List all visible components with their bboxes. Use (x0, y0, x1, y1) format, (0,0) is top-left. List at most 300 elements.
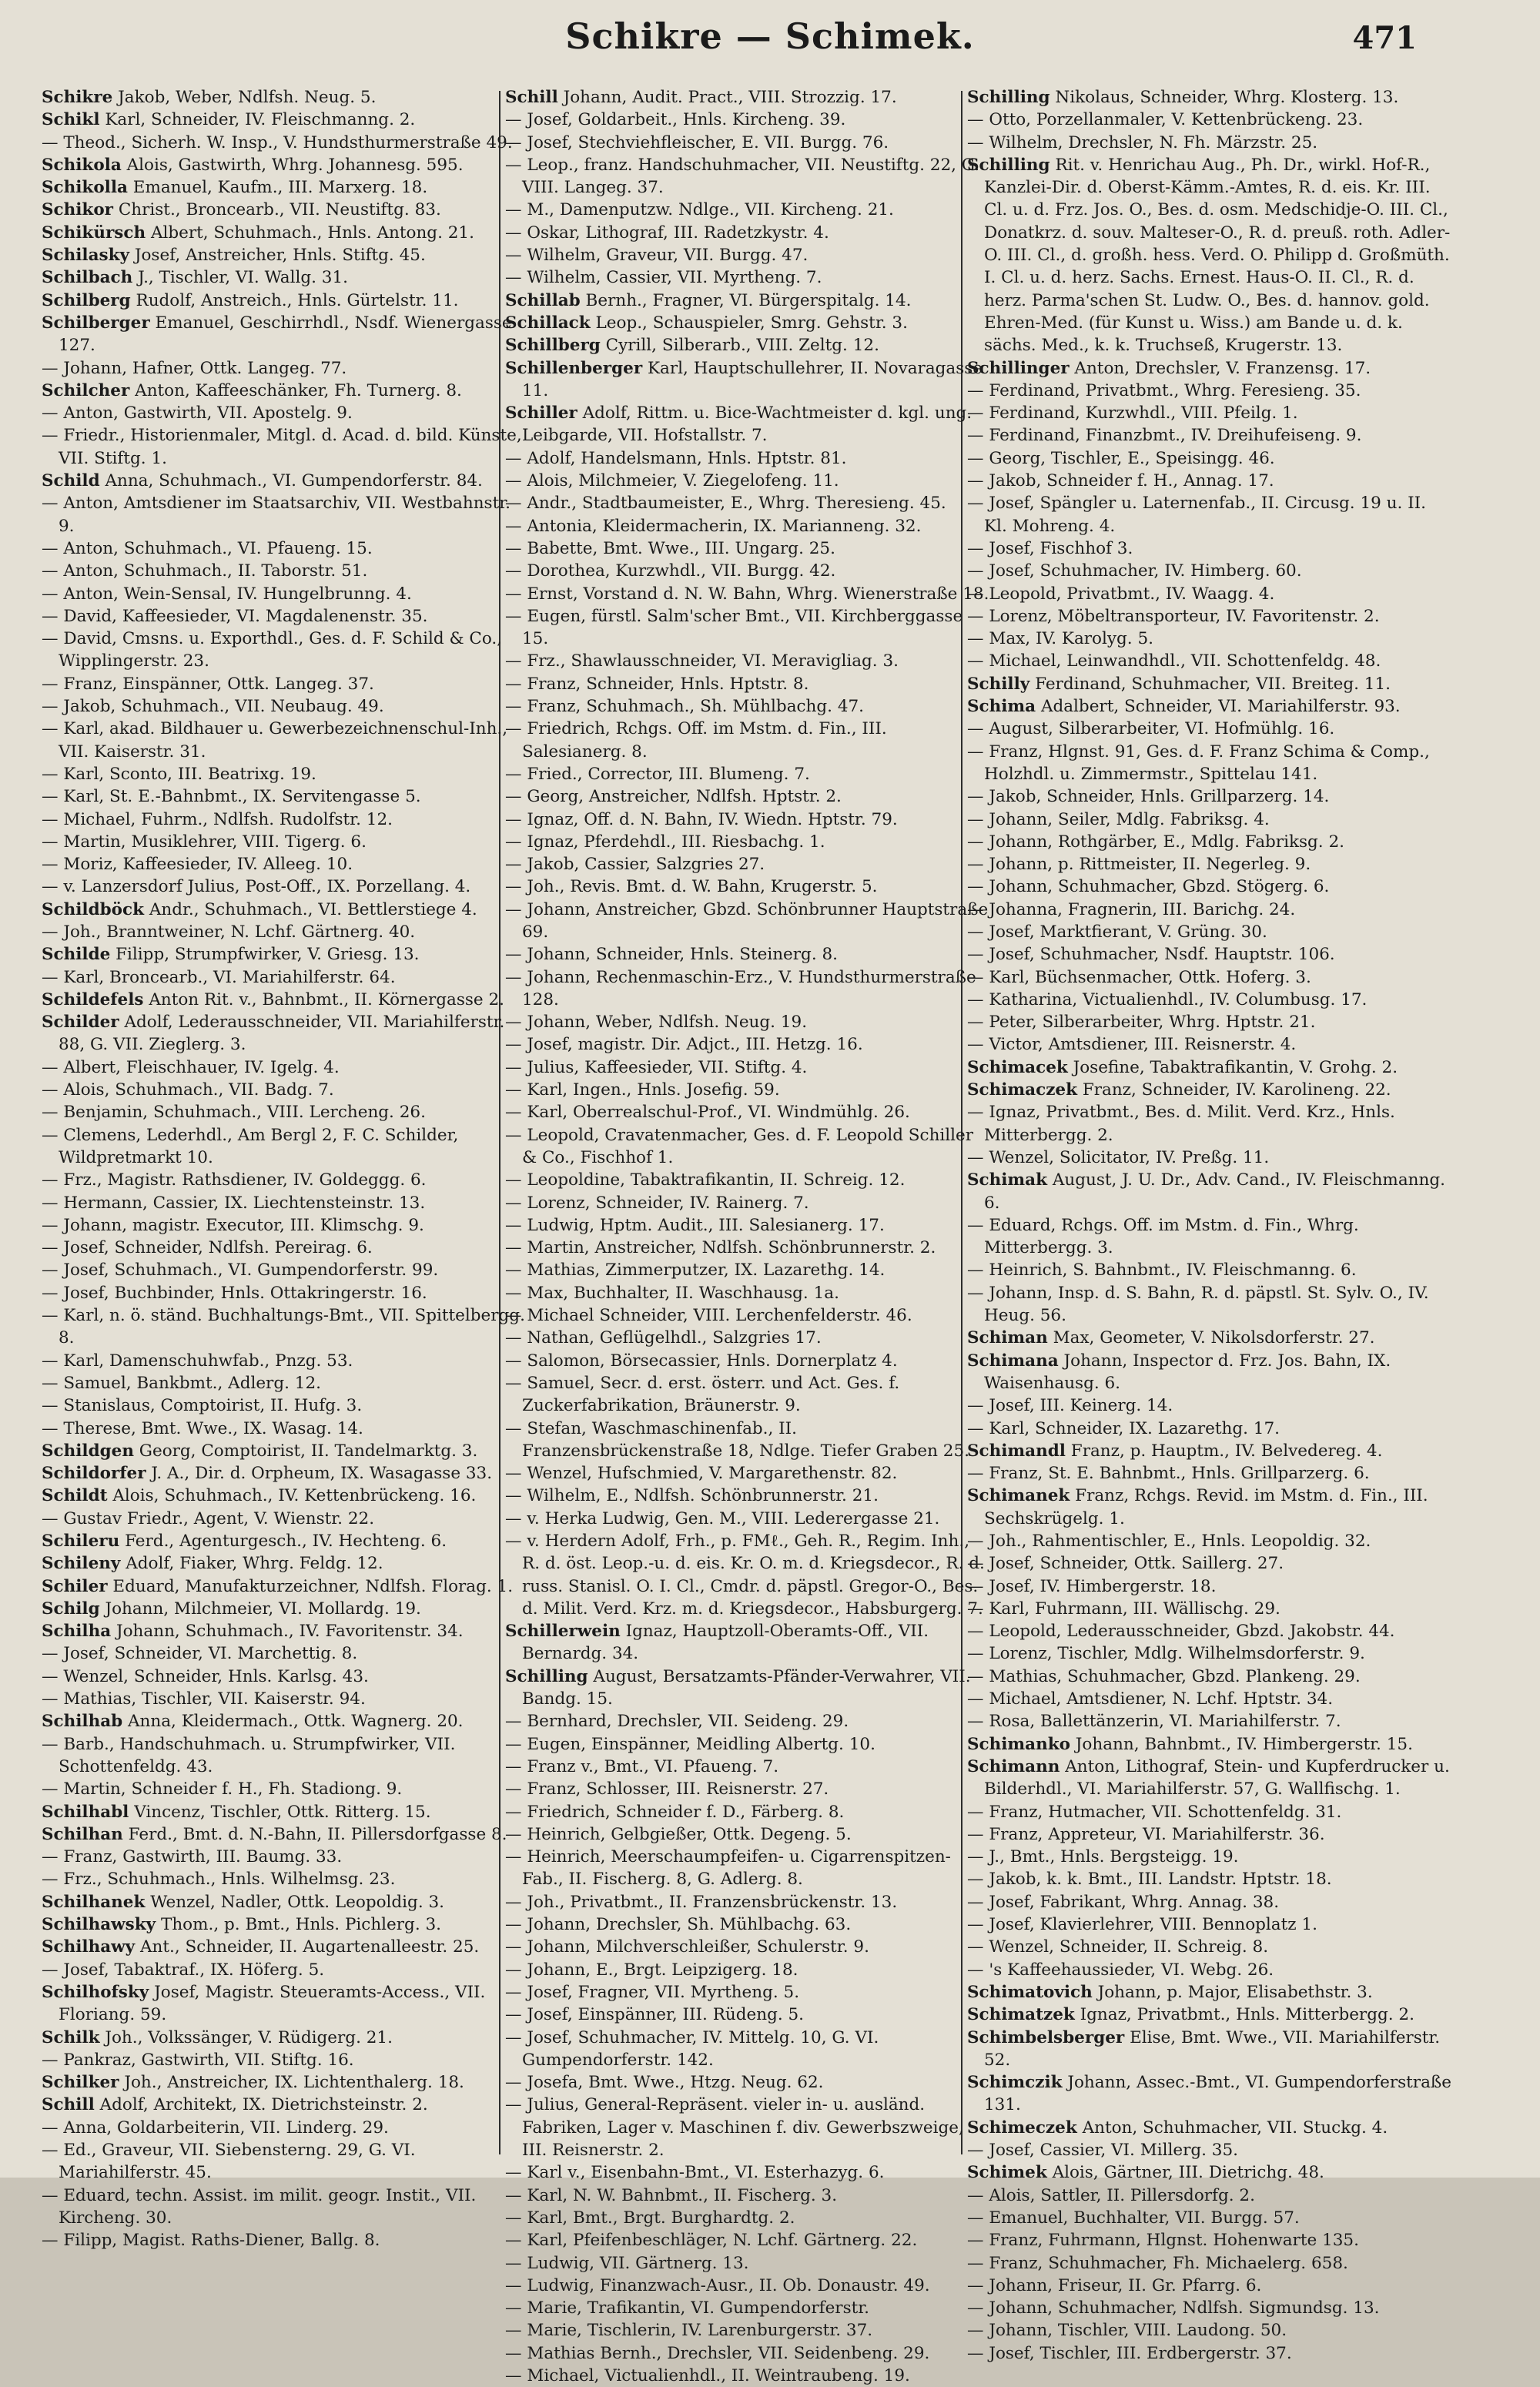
directory-entry (505, 1033, 992, 1056)
entry-surname: Schikürsch (42, 223, 146, 243)
directory-entry (42, 1304, 528, 1350)
directory-entry (967, 1214, 1454, 1260)
directory-entry (967, 1530, 1454, 1552)
entry-text: — Joh., Rahmentischler, E., Hnls. Leopoldig. 32. (967, 1532, 1371, 1551)
entry-text: — Leopold, Privatbmt., IV. Waagg. 4. (967, 584, 1275, 604)
entry-text: Anton, Lithograf, Stein- und Kupferdrucker u. Bilderhdl., VI. Mariahilferstr. 57, G. Wallfischg. 1. (984, 1756, 1450, 1799)
entry-surname: Schimak (967, 1170, 1047, 1190)
entry-text: — Franz, Fuhrmann, Hlgnst. Hohenwarte 135. (967, 2231, 1359, 2251)
entry-text: — Eduard, techn. Assist. im milit. geogr. Instit., VII. Kircheng. 30. (42, 2185, 477, 2228)
entry-text: — Katharina, Victualienhdl., IV. Columbusg. 17. (967, 989, 1368, 1009)
entry-surname: Schilbach (42, 268, 133, 288)
directory-entry (967, 86, 1454, 109)
entry-text: Eduard, Manufakturzeichner, Ndlfsh. Florag. 1. (107, 1576, 514, 1596)
entry-surname: Schimanek (967, 1486, 1070, 1506)
entry-text: — Josef, Buchbinder, Hnls. Ottakringerstr. 16. (42, 1283, 427, 1303)
entry-text: Albert, Schuhmach., Hnls. Antong. 21. (146, 223, 474, 243)
directory-entry (505, 402, 992, 447)
directory-entry (505, 334, 992, 357)
directory-entry (42, 695, 528, 718)
directory-entry (967, 741, 1454, 786)
entry-text: — Franz, St. E. Bahnbmt., Hnls. Grillparzerg. 6. (967, 1464, 1370, 1484)
directory-entry (505, 583, 992, 605)
directory-entry (505, 853, 992, 875)
entry-text: — Johann, Schuhmacher, Gbzd. Stögerg. 6. (967, 877, 1330, 897)
entry-surname: Schimczik (967, 2073, 1063, 2093)
entry-text: — Benjamin, Schuhmach., VIII. Lercheng. 26. (42, 1103, 426, 1123)
directory-entry (42, 1350, 528, 1372)
directory-entry (505, 1981, 992, 2004)
directory-entry (505, 673, 992, 695)
entry-text: — Eduard, Rchgs. Off. im Mstm. d. Fin., Whrg. Mitterbergg. 3. (967, 1215, 1359, 1258)
directory-entry (505, 560, 992, 582)
entry-text: — Heinrich, Meerschaumpfeifen- u. Cigarrenspitzen-Fab., II. Fischerg. 8, G. Adlerg. 8. (505, 1847, 951, 1890)
directory-entry (42, 1079, 528, 1101)
directory-entry (505, 695, 992, 718)
directory-entry (42, 402, 528, 424)
entry-surname: Schima (967, 697, 1036, 717)
entry-text: — Julius, Kaffeesieder, VII. Stiftg. 4. (505, 1057, 808, 1077)
directory-entry (505, 899, 992, 944)
entry-text: — Johann, Hafner, Ottk. Langeg. 77. (42, 358, 347, 378)
entry-text: — Johann, Weber, Ndlfsh. Neug. 19. (505, 1013, 808, 1033)
directory-entry (505, 244, 992, 266)
entry-text: Bernh., Fragner, VI. Bürgerspitalg. 14. (580, 290, 912, 310)
entry-text: — Eugen, fürstl. Salm'scher Bmt., VII. Kirchberggasse 15. (505, 606, 963, 649)
entry-text: — Georg, Anstreicher, Ndlfsh. Hptstr. 2. (505, 787, 842, 807)
entry-surname: Schikolla (42, 178, 128, 198)
directory-entry (967, 1259, 1454, 1281)
entry-text: Johann, Schuhmach., IV. Favoritenstr. 34. (111, 1622, 464, 1642)
entry-surname: Schilha (42, 1622, 112, 1642)
directory-entry (967, 2229, 1454, 2251)
entry-surname: Schimaczek (967, 1080, 1077, 1100)
entry-text: — Babette, Bmt. Wwe., III. Ungarg. 25. (505, 538, 835, 558)
directory-entry (505, 266, 992, 289)
directory-entry (967, 1394, 1454, 1417)
entry-text: — Karl, Schneider, IX. Lazarethg. 17. (967, 1418, 1280, 1438)
entry-surname: Schilhabl (42, 1802, 129, 1822)
directory-entry (42, 312, 528, 357)
directory-entry (505, 222, 992, 244)
entry-surname: Schimatovich (967, 1982, 1093, 2002)
directory-entry (42, 1891, 528, 1913)
entry-text: — Julius, General-Repräsent. vieler in- u. ausländ. Fabriken, Lager v. Maschinen f. div. Gewerbszweige, III. Reisnerstr. 2. (505, 2095, 964, 2161)
entry-text: — Antonia, Kleidermacherin, IX. Marianneng. 32. (505, 516, 922, 536)
entry-text: — v. Herka Ludwig, Gen. M., VIII. Lederergasse 21. (505, 1508, 940, 1528)
entry-text: — Ignaz, Privatbmt., Bes. d. Milit. Verd. Krz., Hnls. Mitterbergg. 2. (967, 1103, 1395, 1145)
directory-entry (42, 1237, 528, 1259)
directory-entry (505, 831, 992, 853)
directory-entry (42, 154, 528, 176)
entry-text: — Bernhard, Drechsler, VII. Seideng. 29. (505, 1712, 849, 1732)
entry-surname: Schildböck (42, 899, 144, 919)
entry-text: — Otto, Porzellanmaler, V. Kettenbrückeng. 23. (967, 110, 1364, 130)
directory-entry (42, 1124, 528, 1170)
directory-entry (505, 1101, 992, 1123)
entry-text: — Stanislaus, Comptoirist, II. Hufg. 3. (42, 1396, 363, 1416)
entry-text: — Martin, Anstreicher, Ndlfsh. Schönbrunnerstr. 2. (505, 1238, 936, 1258)
directory-entry (42, 1056, 528, 1079)
directory-entry (505, 492, 992, 514)
directory-entry (42, 2049, 528, 2071)
directory-entry (42, 1666, 528, 1688)
entry-text: — Jakob, Schneider, Hnls. Grillparzerg. 14. (967, 787, 1330, 807)
entry-text: — Johann, Anstreicher, Gbzd. Schönbrunner Hauptstraße 69. (505, 899, 989, 942)
directory-entry (505, 1913, 992, 1936)
entry-text: Ignaz, Hauptzoll-Oberamts-Off., VII. Bernardg. 34. (522, 1622, 929, 1664)
entry-text: — Theod., Sicherh. W. Insp., V. Hundsthurmerstraße 49. (42, 132, 513, 152)
directory-entry (967, 380, 1454, 402)
directory-entry (967, 2071, 1454, 2117)
directory-entry (505, 154, 992, 199)
directory-entry (505, 1823, 992, 1846)
entry-text: — Johann, Schneider, Hnls. Steinerg. 8. (505, 945, 838, 965)
entry-text: — Josef, Fabrikant, Whrg. Annag. 38. (967, 1892, 1280, 1912)
entry-text: — Karl, Damenschuhwfab., Pnzg. 53. (42, 1351, 353, 1371)
entry-text: Emanuel, Geschirrhdl., Nsdf. Wienergasse 127. (59, 313, 512, 356)
directory-entry (505, 943, 992, 966)
entry-text: — David, Kaffeesieder, VI. Magdalenenstr. 35. (42, 606, 428, 626)
entry-text: — Josef, Stechviehfleischer, E. VII. Burgg. 76. (505, 132, 889, 152)
entry-text: — Karl, Fuhrmann, III. Wällischg. 29. (967, 1599, 1281, 1619)
entry-text: — Johanna, Fragnerin, III. Barichg. 24. (967, 899, 1296, 919)
entry-text: — Max, Buchhalter, II. Waschhausg. 1a. (505, 1283, 839, 1303)
entry-text: — v. Lanzersdorf Julius, Post-Off., IX. Porzellang. 4. (42, 877, 471, 897)
entry-text: — Wilhelm, Drechsler, N. Fh. Märzstr. 25. (967, 132, 1318, 152)
entry-text: — Lorenz, Tischler, Mdlg. Wilhelmsdorferstr. 9. (967, 1644, 1365, 1664)
entry-text: — Lorenz, Möbeltransporteur, IV. Favoritenstr. 2. (967, 606, 1380, 626)
directory-entry (42, 1214, 528, 1237)
entry-text: — Wenzel, Hufschmied, V. Margarethenstr. 82. (505, 1464, 898, 1484)
directory-entry (42, 718, 528, 763)
directory-entry (505, 1056, 992, 1079)
directory-entry (42, 537, 528, 560)
entry-surname: Schilhab (42, 1712, 123, 1732)
directory-entry (505, 763, 992, 785)
entry-text: Joh., Volkssänger, V. Rüdigerg. 21. (99, 2027, 393, 2047)
directory-entry (42, 2094, 528, 2116)
entry-text: — Josef, Spängler u. Laternenfab., II. Circusg. 19 u. II. Kl. Mohreng. 4. (967, 494, 1426, 536)
directory-entry (42, 132, 528, 154)
entry-text: — Stefan, Waschmaschinenfab., II. Franzensbrückenstraße 18, Ndlge. Tiefer Graben 25. (505, 1418, 970, 1461)
entry-surname: Schimbelsberger (967, 2027, 1125, 2047)
entry-text: — Josef, Schneider, Ottk. Saillerg. 27. (967, 1554, 1284, 1574)
entry-text: — Josef, Schuhmacher, Nsdf. Hauptstr. 106. (967, 945, 1335, 965)
entry-text: — Jakob, Schneider f. H., Annag. 17. (967, 471, 1274, 491)
entry-surname: Schimana (967, 1351, 1059, 1371)
entry-text: — Eugen, Einspänner, Meidling Albertg. 10. (505, 1734, 875, 1754)
entry-text: — Joh., Branntweiner, N. Lchf. Gärtnerg. 40. (42, 922, 416, 942)
entry-text: — Friedrich, Rchgs. Off. im Mstm. d. Fin., III. Salesianerg. 8. (505, 719, 887, 762)
entry-text: — Frz., Magistr. Rathsdiener, IV. Goldeggg. 6. (42, 1170, 427, 1190)
directory-entry (505, 1485, 992, 1507)
entry-text: — Martin, Schneider f. H., Fh. Stadiong. 9. (42, 1779, 403, 1799)
entry-text: — Johann, Seiler, Mdlg. Fabriksg. 4. (967, 809, 1270, 829)
entry-text: — Ludwig, Hptm. Audit., III. Salesianerg. 17. (505, 1215, 885, 1235)
entry-text: — Friedrich, Schneider f. D., Färberg. 8. (505, 1802, 845, 1822)
entry-surname: Schilde (42, 945, 111, 965)
entry-text: — Josef, Tabaktraf., IX. Höferg. 5. (42, 1960, 325, 1980)
directory-entry (967, 583, 1454, 605)
directory-entry (505, 1936, 992, 1958)
directory-entry (505, 1304, 992, 1327)
directory-entry (505, 875, 992, 898)
entry-text: — Josef, Klavierlehrer, VIII. Bennoplatz 1. (967, 1915, 1317, 1935)
directory-entry (967, 402, 1454, 424)
directory-entry (42, 1598, 528, 1620)
directory-entry (967, 808, 1454, 831)
directory-entry (967, 2184, 1454, 2207)
entry-text: — Heinrich, Gelbgießer, Ottk. Degeng. 5. (505, 1824, 852, 1844)
entry-text: — Josef, Tischler, III. Erdbergerstr. 37. (967, 2343, 1292, 2363)
entry-text: — Johann, magistr. Executor, III. Klimschg. 9. (42, 1215, 424, 1235)
entry-text: — Karl, Bmt., Brgt. Burghardtg. 2. (505, 2208, 795, 2228)
entry-text: — Franz, Gastwirth, III. Baumg. 33. (42, 1847, 343, 1867)
directory-entry (42, 1846, 528, 1868)
directory-entry (505, 785, 992, 808)
entry-text: — M., Damenputzw. Ndlge., VII. Kircheng. 21. (505, 200, 894, 220)
entry-text: — Therese, Bmt. Wwe., IX. Wasag. 14. (42, 1418, 363, 1438)
entry-surname: Schiller (505, 403, 578, 424)
entry-text: — Alois, Schuhmach., VII. Badg. 7. (42, 1080, 334, 1100)
directory-entry (505, 1372, 992, 1418)
directory-entry (42, 1462, 528, 1485)
entry-text: — Johann, Schuhmacher, Ndlfsh. Sigmundsg. 13. (967, 2298, 1380, 2318)
entry-surname: Schilly (967, 674, 1030, 694)
directory-entry (505, 1350, 992, 1372)
directory-entry (505, 1327, 992, 1349)
entry-surname: Schileru (42, 1532, 120, 1551)
directory-entry (967, 1666, 1454, 1688)
entry-text: — Michael Schneider, VIII. Lerchenfelderstr. 46. (505, 1306, 912, 1326)
entry-text: — Jakob, Schuhmach., VII. Neubaug. 49. (42, 697, 384, 717)
directory-entry (505, 2207, 992, 2229)
directory-column-2 (505, 86, 992, 2385)
entry-text: — Franz, Einspänner, Ottk. Langeg. 37. (42, 674, 374, 694)
entry-text: — Johann, E., Brgt. Leipzigerg. 18. (505, 1960, 798, 1980)
directory-entry (42, 673, 528, 695)
directory-entry (505, 1959, 992, 1981)
entry-surname: Schiler (42, 1576, 108, 1596)
entry-text: — Karl, Oberrealschul-Prof., VI. Windmühlg. 26. (505, 1103, 910, 1123)
directory-entry (967, 1327, 1454, 1349)
directory-entry (505, 1710, 992, 1732)
entry-text: — Leopold, Lederausschneider, Gbzd. Jakobstr. 44. (967, 1622, 1395, 1642)
directory-entry (967, 154, 1454, 357)
entry-text: Anton, Drechsler, V. Franzensg. 17. (1069, 358, 1371, 378)
entry-text: Johann, Inspector d. Frz. Jos. Bahn, IX. Waisenhausg. 6. (984, 1351, 1391, 1393)
entry-text: — Josef, Fragner, VII. Myrtheng. 5. (505, 1982, 800, 2002)
entry-surname: Schillenberger (505, 358, 643, 378)
entry-text: — Albert, Fleischhauer, IV. Igelg. 4. (42, 1057, 340, 1077)
entry-text: — Johann, Insp. d. S. Bahn, R. d. päpstl. St. Sylv. O., IV. Heug. 56. (967, 1283, 1429, 1326)
entry-surname: Schimatzek (967, 2005, 1075, 2025)
directory-entry (505, 1508, 992, 1530)
entry-text: — Anton, Schuhmach., VI. Pfaueng. 15. (42, 538, 373, 558)
entry-surname: Schimann (967, 1756, 1060, 1776)
entry-text: Josef, Magistr. Steueramts-Access., VII. Floriang. 59. (59, 1982, 486, 2025)
directory-entry (42, 899, 528, 921)
directory-entry (967, 1756, 1454, 1801)
directory-entry (505, 1891, 992, 1913)
entry-text: Ferd., Bmt. d. N.-Bahn, II. Pillersdorfgasse 8. (122, 1824, 507, 1844)
entry-text: — Pankraz, Gastwirth, VII. Stiftg. 16. (42, 2050, 354, 2070)
entry-text: — Johann, Rechenmaschin-Erz., V. Hundsthurmerstraße 128. (505, 967, 976, 1009)
entry-text: — Nathan, Geflügelhdl., Salzgries 17. (505, 1328, 822, 1348)
directory-entry (505, 2252, 992, 2275)
entry-text: — Victor, Amtsdiener, III. Reisnerstr. 4. (967, 1035, 1297, 1055)
directory-entry (42, 966, 528, 989)
entry-text: Anna, Schuhmach., VI. Gumpendorferstr. 84. (99, 471, 483, 491)
entry-text: — Karl, Broncearb., VI. Mariahilferstr. 64. (42, 967, 396, 987)
directory-entry (505, 86, 992, 109)
entry-surname: Schileny (42, 1554, 121, 1574)
directory-entry (42, 380, 528, 402)
entry-text: — Oskar, Lithograf, III. Radetzkystr. 4. (505, 223, 829, 243)
entry-text: Anton, Kaffeeschänker, Fh. Turnerg. 8. (129, 380, 462, 400)
entry-text: — v. Herdern Adolf, Frh., p. FMℓ., Geh. R., Regim. Inh., R. d. öst. Leop.-u. d. eis. Kr. O. m. d. Kriegsdecor., R. d. russ. Stanisl. O. I. Cl., Cmdr. d. päpstl. Gregor-O., Bes. d. Milit. Verd. Krz. m. d. Kriegsdecor., Habsburgerg. 7. (505, 1532, 985, 1619)
entry-surname: Schilhofsky (42, 1982, 149, 2002)
entry-text: Josefine, Tabaktrafikantin, V. Grohg. 2. (1067, 1057, 1398, 1077)
entry-surname: Schikre (42, 88, 113, 107)
entry-text: — Lorenz, Schneider, IV. Rainerg. 7. (505, 1193, 809, 1213)
directory-entry (967, 2004, 1454, 2026)
entry-text: — Karl, St. E.-Bahnbmt., IX. Servitengasse 5. (42, 787, 421, 807)
directory-entry (42, 2229, 528, 2251)
directory-entry (42, 808, 528, 831)
directory-entry (42, 605, 528, 628)
directory-entry (42, 1282, 528, 1304)
directory-entry (42, 1981, 528, 2027)
entry-surname: Schiman (967, 1328, 1048, 1348)
entry-text: — Marie, Tischlerin, IV. Larenburgerstr. 37. (505, 2321, 873, 2341)
entry-surname: Schildt (42, 1486, 108, 1506)
entry-text: — Josef, Schneider, Ndlfsh. Pereirag. 6. (42, 1238, 373, 1258)
entry-text: — Jakob, Cassier, Salzgries 27. (505, 855, 765, 875)
directory-entry (967, 1350, 1454, 1395)
directory-entry (505, 1801, 992, 1823)
directory-entry (967, 628, 1454, 650)
directory-entry (967, 1418, 1454, 1440)
entry-surname: Schillinger (967, 358, 1070, 378)
directory-entry (42, 1936, 528, 1958)
directory-column-3 (967, 86, 1454, 2363)
directory-entry (967, 1823, 1454, 1846)
directory-entry (967, 695, 1454, 718)
entry-text: — Mathias, Schuhmacher, Gbzd. Plankeng. 29. (967, 1666, 1361, 1686)
entry-surname: Schilberg (42, 290, 131, 310)
directory-entry (505, 808, 992, 831)
entry-text: — Ferdinand, Privatbmt., Whrg. Feresieng. 35. (967, 380, 1361, 400)
directory-entry (967, 447, 1454, 470)
entry-text: — Johann, Tischler, VIII. Laudong. 50. (967, 2321, 1287, 2341)
entry-text: Anna, Kleidermach., Ottk. Wagnerg. 20. (122, 1712, 464, 1732)
directory-entry (505, 1282, 992, 1304)
directory-entry (967, 1147, 1454, 1169)
directory-entry (42, 1372, 528, 1394)
directory-entry (967, 2319, 1454, 2342)
directory-entry (42, 1778, 528, 1800)
entry-text: — Dorothea, Kurzwhdl., VII. Burgg. 42. (505, 561, 836, 581)
directory-entry (505, 1418, 992, 1463)
directory-entry (42, 1575, 528, 1598)
directory-entry (42, 763, 528, 785)
directory-entry (505, 966, 992, 1012)
directory-entry (967, 1710, 1454, 1732)
directory-entry (967, 492, 1454, 537)
entry-surname: Schilk (42, 2027, 100, 2047)
entry-text: — Mathias, Tischler, VII. Kaiserstr. 94. (42, 1689, 366, 1709)
directory-entry (42, 1642, 528, 1665)
directory-entry (967, 470, 1454, 492)
entry-text: — Josef, Schuhmach., VI. Gumpendorferstr. 99. (42, 1260, 439, 1281)
directory-entry (505, 199, 992, 221)
entry-text: Alois, Gastwirth, Whrg. Johannesg. 595. (121, 155, 464, 175)
entry-surname: Schimeczek (967, 2118, 1077, 2138)
directory-entry (42, 1418, 528, 1440)
entry-text: Franz, p. Hauptm., IV. Belvedereg. 4. (1065, 1441, 1383, 1461)
entry-surname: Schilker (42, 2073, 119, 2093)
entry-text: — Joh., Privatbmt., II. Franzensbrückenstr. 13. (505, 1892, 898, 1912)
entry-text: Filipp, Strumpfwirker, V. Griesg. 13. (110, 945, 420, 965)
entry-text: — Frz., Schuhmach., Hnls. Wilhelmsg. 23. (42, 1870, 396, 1890)
directory-entry (42, 470, 528, 492)
directory-entry (967, 2117, 1454, 2139)
directory-entry (967, 1981, 1454, 2004)
directory-entry (42, 1688, 528, 1710)
directory-entry (967, 1033, 1454, 1056)
directory-entry (967, 1598, 1454, 1620)
directory-entry (42, 222, 528, 244)
entry-surname: Schillberg (505, 336, 601, 356)
entry-text: — Adolf, Handelsmann, Hnls. Hptstr. 81. (505, 448, 847, 468)
directory-entry (505, 1530, 992, 1620)
entry-text: — Clemens, Lederhdl., Am Bergl 2, F. C. Schilder, Wildpretmarkt 10. (42, 1125, 459, 1167)
page-header-title: Schikre — Schimek. (565, 15, 975, 57)
directory-entry (42, 1868, 528, 1890)
entry-text: Adolf, Fiaker, Whrg. Feldg. 12. (120, 1554, 383, 1574)
entry-surname: Schillack (505, 313, 591, 333)
entry-text: — Ferdinand, Finanzbmt., IV. Dreihufeiseng. 9. (967, 426, 1362, 446)
directory-entry (42, 1169, 528, 1191)
entry-text: — Alois, Milchmeier, V. Ziegelofeng. 11. (505, 471, 839, 491)
entry-text: — Franz, Schuhmacher, Fh. Michaelerg. 658. (967, 2253, 1348, 2273)
entry-text: — Samuel, Bankbmt., Adlerg. 12. (42, 1373, 321, 1393)
directory-entry (505, 2229, 992, 2251)
directory-entry (967, 1079, 1454, 1101)
entry-text: — Leopoldine, Tabaktrafikantin, II. Schreig. 12. (505, 1170, 906, 1190)
entry-text: — Fried., Corrector, III. Blumeng. 7. (505, 764, 810, 784)
entry-text: — August, Silberarbeiter, VI. Hofmühlg. 16. (967, 719, 1335, 739)
directory-entry (967, 1462, 1454, 1485)
entry-text: Max, Geometer, V. Nikolsdorferstr. 27. (1047, 1328, 1375, 1348)
directory-entry (967, 1913, 1454, 1936)
entry-surname: Schilling (967, 155, 1050, 175)
entry-surname: Schildorfer (42, 1464, 146, 1484)
directory-entry (967, 357, 1454, 380)
directory-entry (505, 1214, 992, 1237)
directory-entry (42, 1192, 528, 1214)
directory-entry (42, 875, 528, 898)
directory-entry (967, 2027, 1454, 2072)
directory-entry (967, 989, 1454, 1011)
entry-text: — Anna, Goldarbeiterin, VII. Linderg. 29. (42, 2118, 389, 2138)
entry-text: — Anton, Gastwirth, VII. Apostelg. 9. (42, 403, 353, 424)
entry-text: Rit. v. Henrichau Aug., Ph. Dr., wirkl. Hof-R., Kanzlei-Dir. d. Oberst-Kämm.-Amtes, R. d. eis. Kr. III. Cl. u. d. Frz. Jos. O., Bes. d. osm. Medschidje-O. III. Cl., Donatkrz. d. souv. Malteser-O., R. d. preuß. roth. Adler-O. III. Cl., d. großh. hess. Verd. O. Philipp d. Großmüth. I. Cl. u. d. herz. Sachs. Ernest. Haus-O. II. Cl., R. d. herz. Parma'schen St. Ludw. O., Bes. d. hannov. gold. Ehren-Med. (für Kunst u. Wiss.) am Bande u. d. k. sächs. Med., k. k. Truchseß, Krugerstr. 13. (984, 155, 1451, 356)
entry-surname: Schimanko (967, 1734, 1070, 1754)
entry-surname: Schikola (42, 155, 122, 175)
